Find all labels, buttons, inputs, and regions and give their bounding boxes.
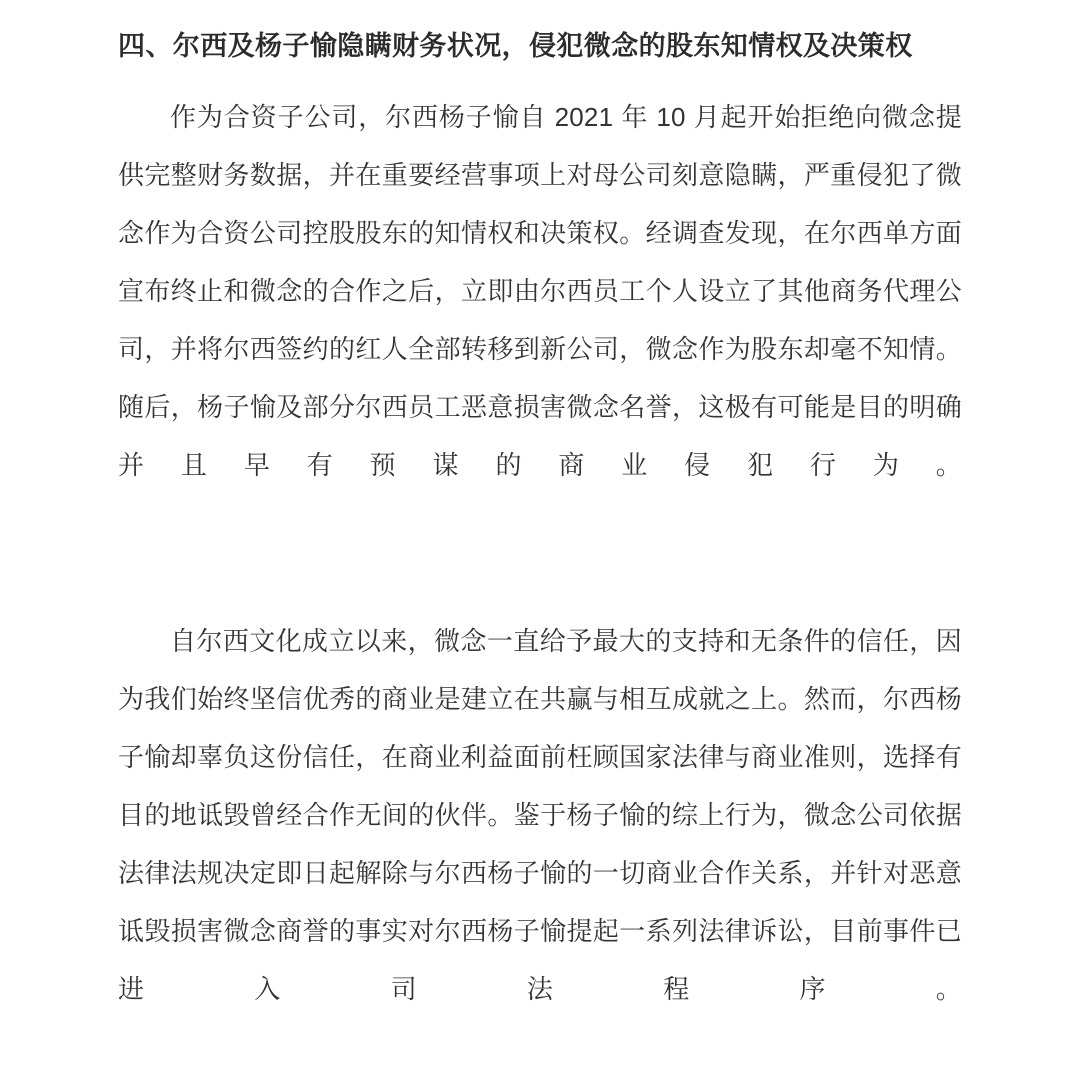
body-paragraph-2: 自尔西文化成立以来，微念一直给予最大的支持和无条件的信任，因为我们始终坚信优秀的商业是建立在共赢与相互成就之上。然而，尔西杨子愉却辜负这份信任，在商业利益面前枉顾国家法律与商业准则，选择有目的地诋毁曾经合作无间的伙伴。鉴于杨子愉的综上行为，微念公司依据法律法规决定即日起解除与尔西杨子愉的一切商业合作关系，并针对恶意诋毁损害微念商誉的事实对尔西杨子愉提起一系列法律诉讼，目前事件已进入司法程序。 <box>118 626 962 1004</box>
section-heading: 四、尔西及杨子愉隐瞒财务状况，侵犯微念的股东知情权及决策权 <box>118 31 913 61</box>
document-content <box>118 26 962 1076</box>
paragraph-spacer <box>118 552 962 612</box>
body-paragraph-1: 作为合资子公司，尔西杨子愉自 2021 年 10 月起开始拒绝向微念提供完整财务数据，并在重要经营事项上对母公司刻意隐瞒，严重侵犯了微念作为合资公司控股股东的知情权和决策权。经调查发现，在尔西单方面宣布终止和微念的合作之后，立即由尔西员工个人设立了其他商务代理公司，并将尔西签约的红人全部转移到新公司，微念作为股东却毫不知情。随后，杨子愉及部分尔西员工恶意损害微念名誉，这极有可能是目的明确并且早有预谋的商业侵犯行为。 <box>118 102 962 480</box>
